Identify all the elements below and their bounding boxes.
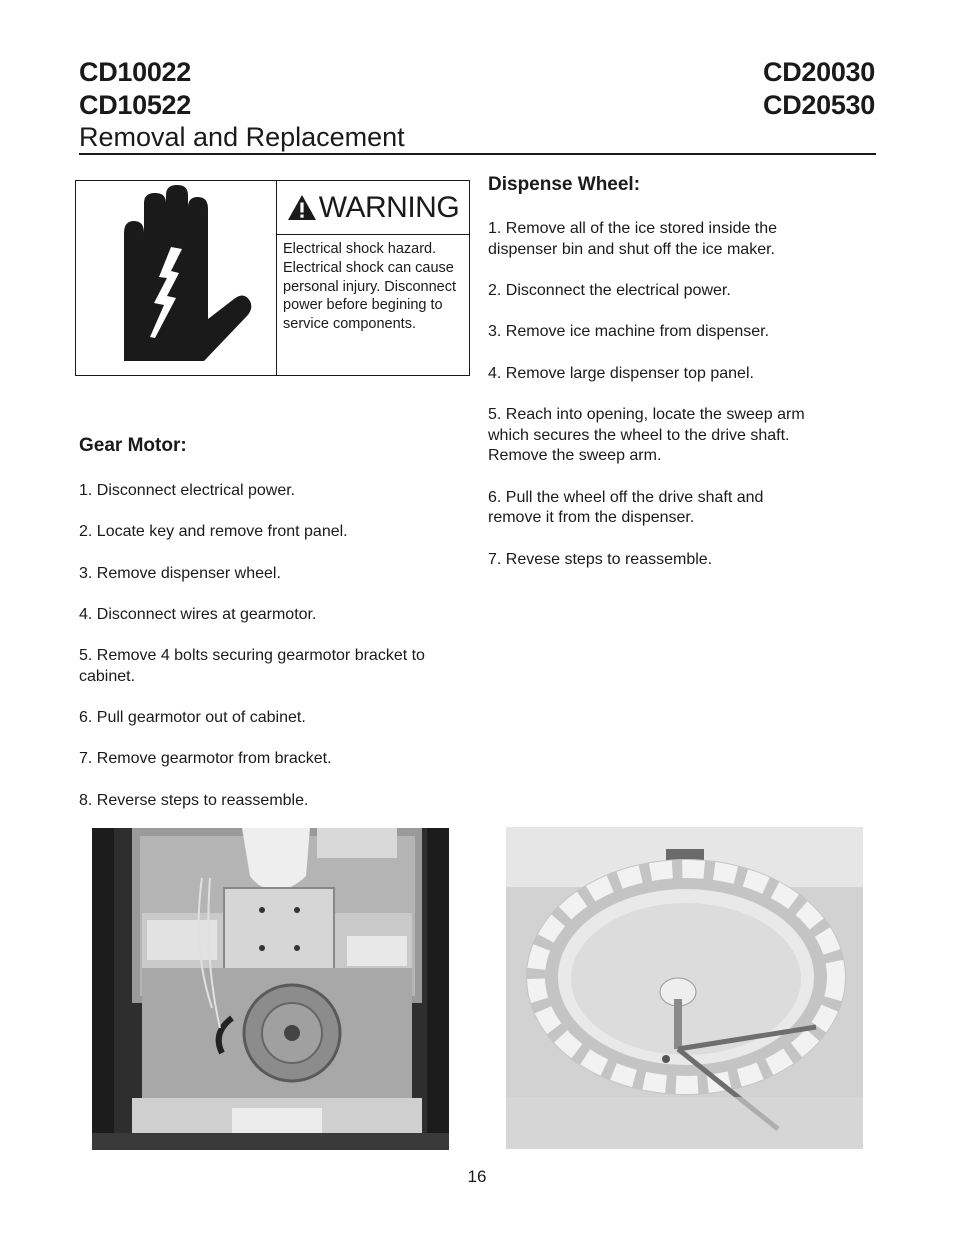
- list-item: 4. Remove large dispenser top panel.: [488, 364, 754, 382]
- header-models-right: [763, 56, 875, 122]
- gear-motor-heading: Gear Motor:: [79, 435, 187, 456]
- warning-box: [75, 180, 470, 376]
- dispense-wheel-heading: Dispense Wheel:: [488, 174, 641, 195]
- list-item: 7. Remove gearmotor from bracket.: [79, 750, 332, 768]
- list-item: 1. Disconnect electrical power.: [79, 482, 296, 499]
- list-item: 2. Disconnect the electrical power.: [488, 282, 731, 299]
- page-number: 16: [467, 1167, 487, 1186]
- warning-label: WARNING: [318, 190, 460, 224]
- list-item: 2. Locate key and remove front panel.: [79, 523, 348, 541]
- model-number: CD10022: [79, 57, 191, 87]
- dispense-wheel-steps: [488, 219, 818, 591]
- warning-text: Electrical shock hazard. Electrical shock can cause personal injury. Disconnect power before begining to service components.: [283, 241, 457, 333]
- list-item: 8. Reverse steps to reassemble.: [79, 791, 309, 809]
- list-item: 3. Remove ice machine from dispenser.: [488, 323, 770, 341]
- dispense-wheel-photo: [506, 827, 863, 1149]
- header-rule: [79, 153, 876, 155]
- list-item: 6. Pull the wheel off the drive shaft and remove it from the dispenser.: [488, 488, 764, 527]
- model-number: CD20530: [763, 90, 875, 120]
- model-number: CD20030: [763, 57, 875, 87]
- section-title: Removal and Replacement: [79, 122, 405, 152]
- list-item: 1. Remove all of the ice stored inside the dispenser bin and shut off the ice maker.: [488, 220, 778, 258]
- list-item: 5. Reach into opening, locate the sweep arm which secures the wheel to the drive shaft. Remove the sweep arm.: [488, 405, 805, 465]
- list-item: 3. Remove dispenser wheel.: [79, 564, 281, 582]
- warning-triangle-icon: [287, 194, 317, 221]
- gear-motor-steps: [79, 481, 469, 832]
- list-item: 4. Disconnect wires at gearmotor.: [79, 605, 317, 623]
- list-item: 5. Remove 4 bolts securing gearmotor bracket to cabinet.: [79, 647, 425, 685]
- list-item: 6. Pull gearmotor out of cabinet.: [79, 709, 306, 727]
- warning-heading: [277, 181, 469, 235]
- model-number: CD10522: [79, 90, 191, 120]
- header-models-left: [79, 56, 191, 122]
- gearmotor-photo: [92, 828, 449, 1150]
- list-item: 7. Revese steps to reassemble.: [488, 550, 713, 568]
- electric-shock-hand-icon: [76, 181, 277, 375]
